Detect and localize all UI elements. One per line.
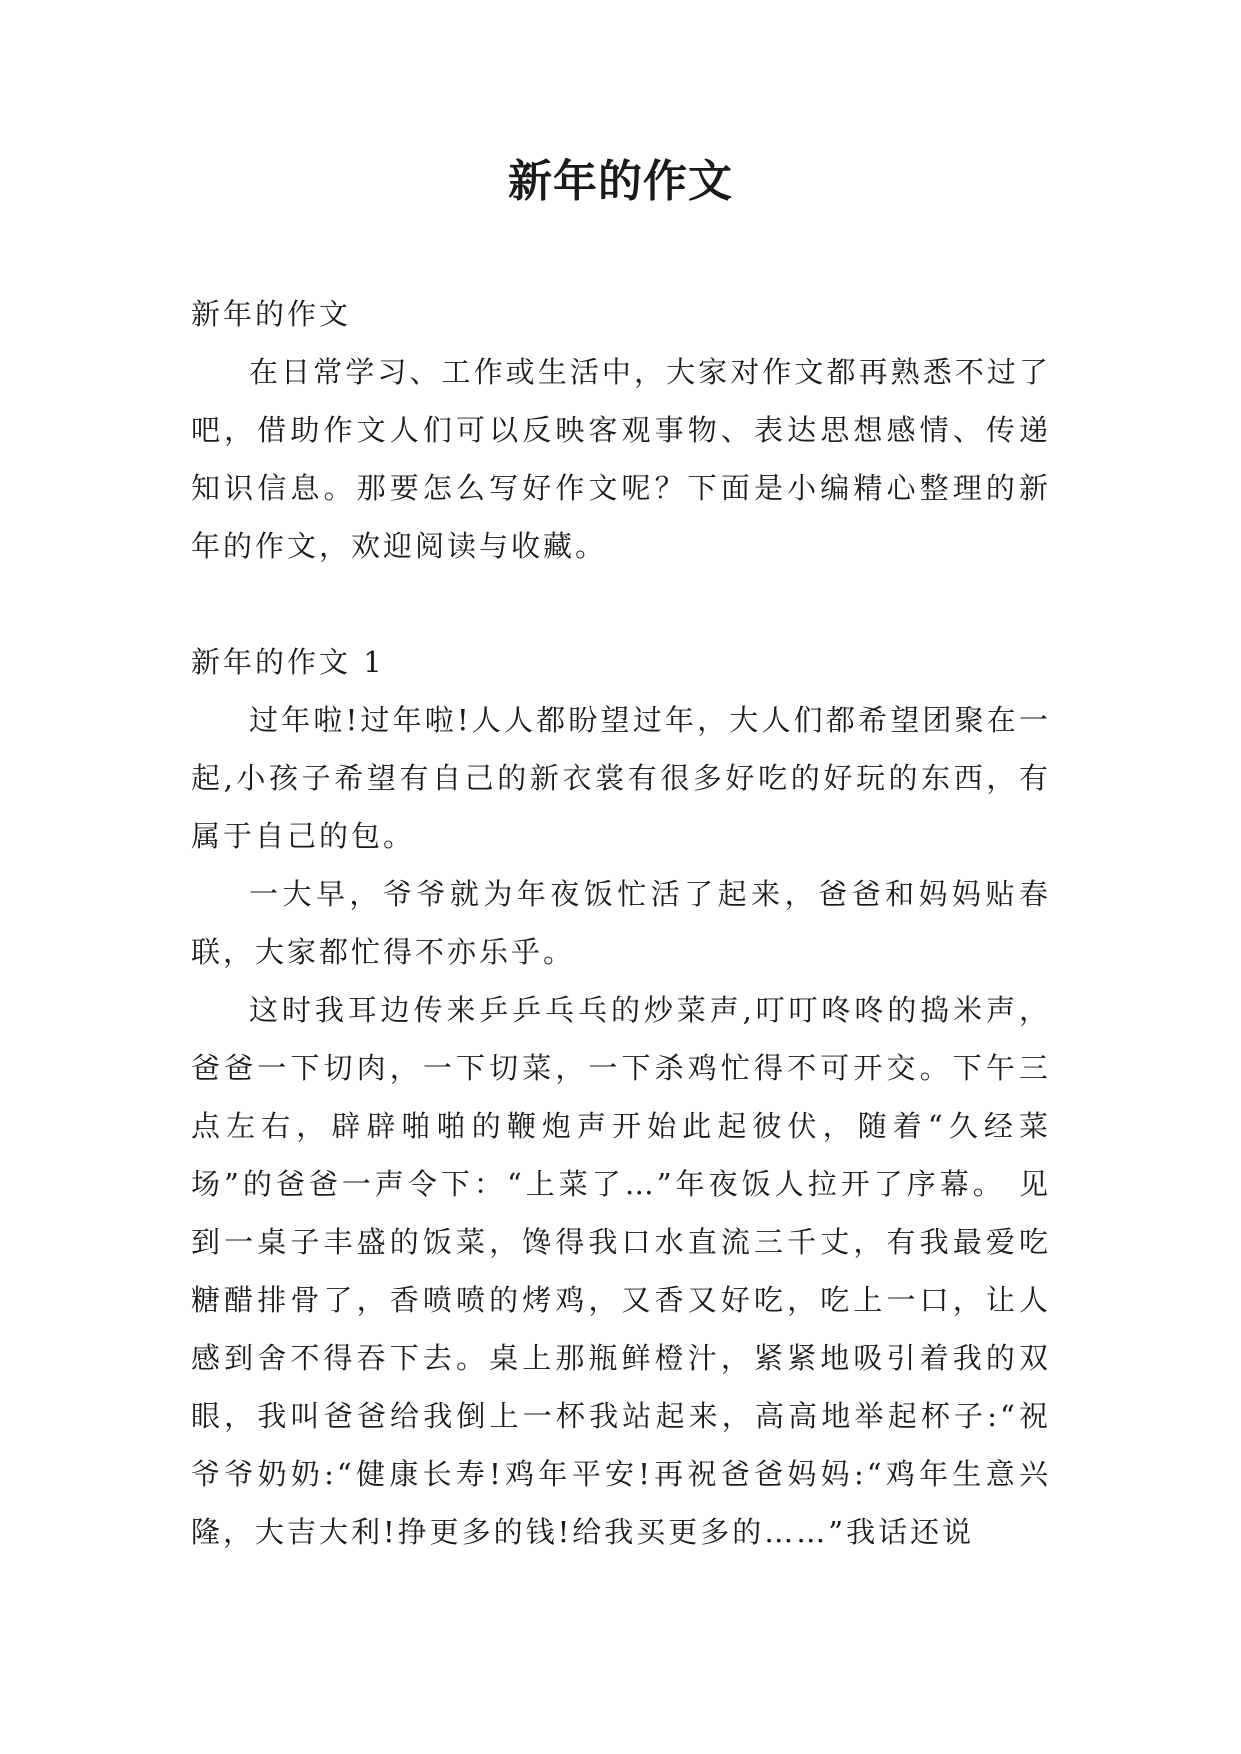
section-spacer (191, 575, 1051, 633)
essay-heading: 新年的作文 1 (191, 645, 385, 679)
document-body (191, 285, 1051, 1561)
essay-paragraph: 过年啦!过年啦!人人都盼望过年，大人们都希望团聚在一起,小孩子希望有自己的新衣裳有很多好吃的好玩的东西，有属于自己的包。 (191, 703, 1051, 853)
essay-paragraph: 这时我耳边传来乒乒乓乓的炒菜声,叮叮咚咚的捣米声，爸爸一下切肉，一下切菜，一下杀鸡忙得不可开交。下午三点左右，辟辟啪啪的鞭炮声开始此起彼伏，随着“久经菜场”的爸爸一声令下：“上菜了…”年夜饭人拉开了序幕。 见到一桌子丰盛的饭菜，馋得我口水直流三千丈，有我最爱吃糖醋排骨了，香喷喷的烤鸡，又香又好吃，吃上一口，让人感到舍不得吞下去。桌上那瓶鲜橙汁，紧紧地吸引着我的双眼，我叫爸爸给我倒上一杯我站起来，高高地举起杯子:“祝爷爷奶奶:“健康长寿!鸡年平安!再祝爸爸妈妈:“鸡年生意兴隆，大吉大利!挣更多的钱!给我买更多的……”我话还说 (191, 993, 1051, 1549)
intro-paragraph: 在日常学习、工作或生活中，大家对作文都再熟悉不过了吧，借助作文人们可以反映客观事物、表达思想感情、传递知识信息。那要怎么写好作文呢？下面是小编精心整理的新年的作文，欢迎阅读与收藏。 (191, 355, 1051, 563)
intro-heading: 新年的作文 (191, 297, 352, 331)
document-title: 新年的作文 (508, 156, 733, 207)
essay-paragraph: 一大早，爷爷就为年夜饭忙活了起来，爸爸和妈妈贴春联，大家都忙得不亦乐乎。 (191, 877, 1051, 969)
